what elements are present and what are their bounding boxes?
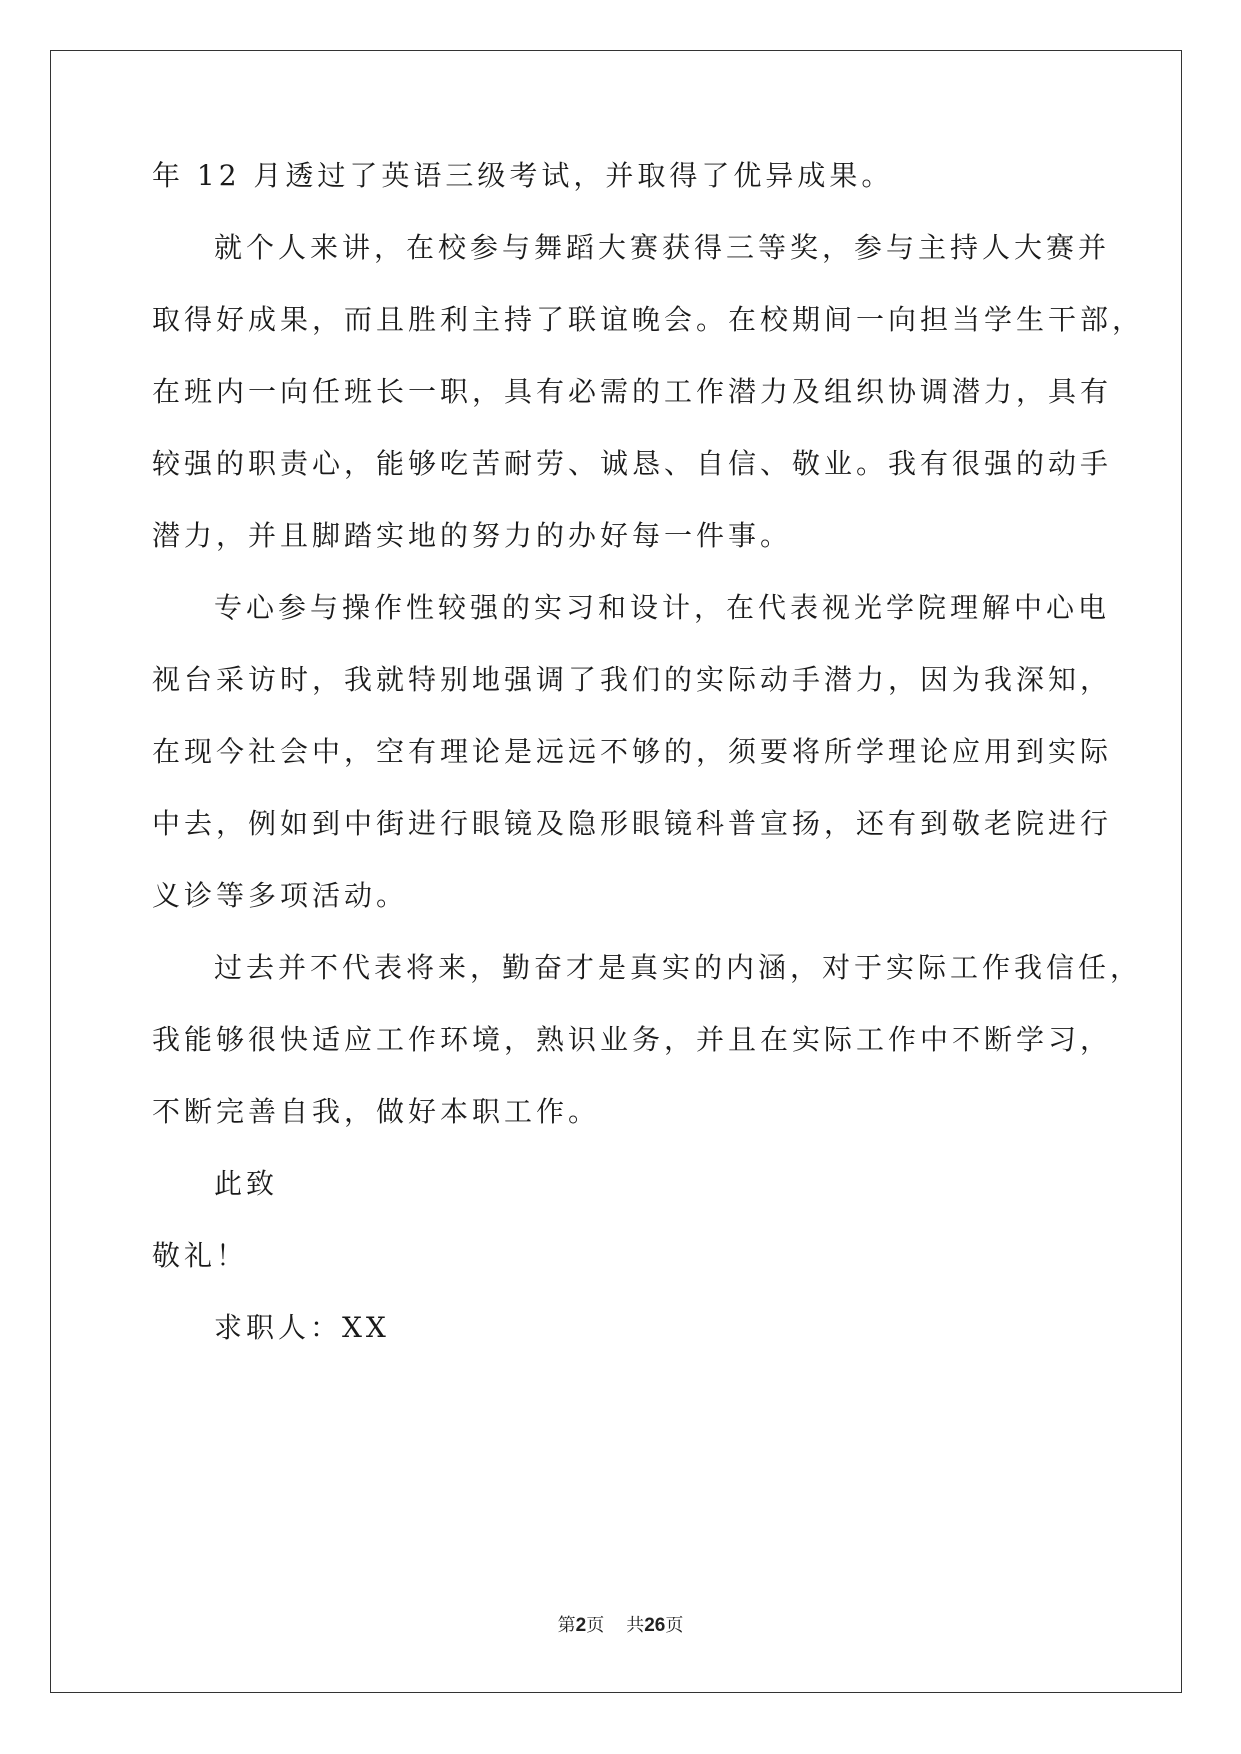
text-line: 过去并不代表将来，勤奋才是真实的内涵，对于实际工作我信任， (214, 951, 1143, 984)
text-line: 就个人来讲，在校参与舞蹈大赛获得三等奖，参与主持人大赛并 (214, 231, 1111, 264)
page-footer (0, 1614, 1241, 1638)
page-suffix: 页 (586, 1615, 605, 1636)
text-line: 取得好成果，而且胜利主持了联谊晚会。在校期间一向担当学生干部， (152, 303, 1145, 336)
text-line: 我能够很快适应工作环境，熟识业务，并且在实际工作中不断学习， (152, 1023, 1113, 1056)
text-line: 较强的职责心，能够吃苦耐劳、诚恳、自信、敬业。我有很强的动手 (152, 447, 1113, 480)
total-suffix: 页 (665, 1615, 684, 1636)
text-line: 义诊等多项活动。 (152, 879, 409, 912)
total-prefix: 共 (626, 1615, 645, 1636)
text-line: 潜力，并且脚踏实地的努力的办好每一件事。 (152, 519, 793, 552)
page-number: 2 (575, 1615, 587, 1636)
closing-salutation: 此致 (214, 1167, 279, 1200)
page-border (50, 50, 1182, 1693)
text-line: 视台采访时，我就特别地强调了我们的实际动手潜力，因为我深知， (152, 663, 1113, 696)
text-line: 在现今社会中，空有理论是远远不够的，须要将所学理论应用到实际 (152, 735, 1113, 768)
text-line: 在班内一向任班长一职，具有必需的工作潜力及组织协调潜力，具有 (152, 375, 1113, 408)
text-line: 中去，例如到中街进行眼镜及隐形眼镜科普宣扬，还有到敬老院进行 (152, 807, 1113, 840)
text-line: 不断完善自我，做好本职工作。 (152, 1095, 601, 1128)
closing-regards: 敬礼！ (152, 1239, 249, 1272)
page-prefix: 第 (557, 1615, 576, 1636)
text-line: 专心参与操作性较强的实习和设计，在代表视光学院理解中心电 (214, 591, 1111, 624)
total-pages: 26 (644, 1615, 666, 1636)
text-line: 年 12 月透过了英语三级考试，并取得了优异成果。 (152, 159, 894, 192)
signature-line: 求职人：XX (214, 1311, 390, 1344)
